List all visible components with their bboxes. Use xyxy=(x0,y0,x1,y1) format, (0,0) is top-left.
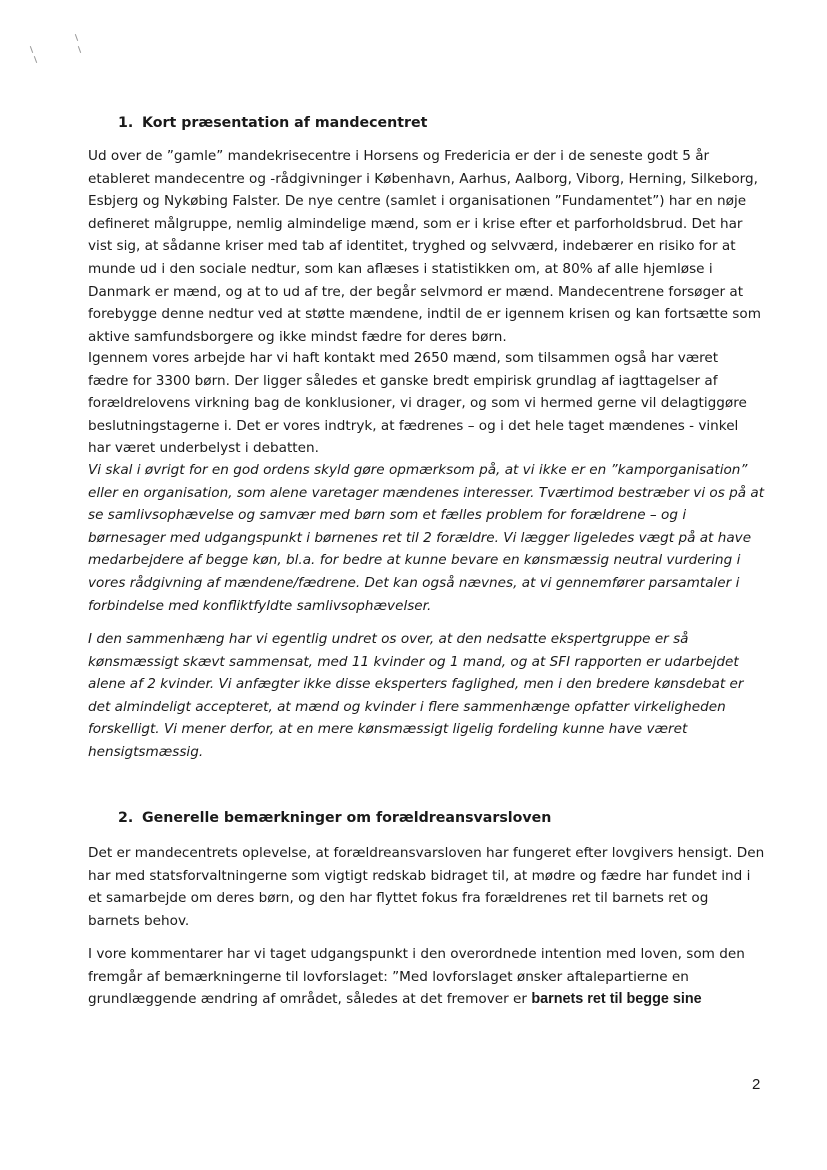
text-line: Igennem vores arbejde har vi haft kontakt med 2650 mænd, som tilsammen også har været xyxy=(88,350,719,366)
section-2-heading xyxy=(118,808,551,828)
text-line: Det er mandecentrets oplevelse, at forældreansvarsloven har fungeret efter lovgivers hensigt. Den xyxy=(88,845,765,861)
text-line: et samarbejde om deres børn, og den har flyttet fokus fra forældrenes ret til barnets ret og xyxy=(88,890,709,907)
text-line: forældrelovens virkning bag de konklusioner, vi drager, og som vi hermed gerne vil delagtiggøre xyxy=(88,395,747,412)
section-1-paragraph-2 xyxy=(88,347,788,460)
text-line: eller en organisation, som alene varetager mændenes interesser. Tværtimod bestræber vi os på at xyxy=(88,484,765,501)
section-2-paragraph-2 xyxy=(88,943,788,1011)
section-1-paragraph-4 xyxy=(88,628,788,764)
text-line: kønsmæssigt skævt sammensat, med 11 kvinder og 1 mand, og at SFI rapporten er udarbejdet xyxy=(88,653,739,670)
scan-artifact xyxy=(78,46,81,53)
text-line: forskelligt. Vi mener derfor, at en mere kønsmæssigt ligelig fordeling kunne have været xyxy=(88,721,688,738)
text-line: defineret målgruppe, nemlig almindelige mænd, som er i krise efter et parforholdsbrud. Det har xyxy=(88,215,743,232)
text-line: Vi skal i øvrigt for en god ordens skyld gøre opmærksom på, at vi ikke er en ”kamporganisation” xyxy=(88,462,748,478)
text-line: vist sig, at sådanne kriser med tab af identitet, tryghed og selvværd, indebærer en risiko for at xyxy=(88,238,736,255)
scan-artifact xyxy=(30,46,33,53)
page-number: 2 xyxy=(752,1076,761,1093)
text-line: se samlivsophævelse og samvær med børn som et fælles problem for forældrene – og i xyxy=(88,507,687,524)
section-1-heading xyxy=(118,113,427,133)
scan-artifact xyxy=(34,56,37,63)
text-line: alene af 2 kvinder. Vi anfægter ikke disse eksperters faglighed, men i den bredere kønsdebat er xyxy=(88,676,744,693)
section-2-paragraph-1 xyxy=(88,842,788,932)
emphasis-text: barnets ret til begge sine xyxy=(531,991,702,1008)
text-line: I den sammenhæng har vi egentlig undret os over, at den nedsatte ekspertgruppe er så xyxy=(88,631,689,647)
text-line: Danmark er mænd, og at to ud af tre, der begår selvmord er mænd. Mandecentrene forsøger at xyxy=(88,283,744,300)
text-line: Ud over de ”gamle” mandekrisecentre i Horsens og Fredericia er der i de seneste godt 5 år xyxy=(88,148,710,164)
text-line: beslutningstagerne i. Det er vores indtryk, at fædrenes – og i det hele taget mændenes - vinkel xyxy=(88,417,739,434)
text-line: forbindelse med konfliktfyldte samlivsophævelser. xyxy=(88,597,432,614)
text-line: det almindeligt accepteret, at mænd og kvinder i flere sammenhænge opfatter virkeligheden xyxy=(88,698,726,715)
text-line: medarbejdere af begge køn, bl.a. for bedre at kunne bevare en kønsmæssig neutral vurdering i xyxy=(88,552,741,569)
text-line: vores rådgivning af mændene/fædrene. Det kan også nævnes, at vi gennemfører parsamtaler i xyxy=(88,574,740,591)
section-1-number: 1. xyxy=(118,115,134,131)
text-line: fremgår af bemærkningerne til lovforslaget: ”Med lovforslaget ønsker aftalepartierne en xyxy=(88,968,689,985)
text-line: børnesager med udgangspunkt i børnenes ret til 2 forældre. Vi lægger ligeledes vægt på at have xyxy=(88,529,752,546)
text-line: har været underbelyst i debatten. xyxy=(88,440,319,457)
section-1-paragraph-3 xyxy=(88,459,788,617)
text-line: aktive samfundsborgere og ikke mindst fædre for deres børn. xyxy=(88,328,507,345)
section-2-number: 2. xyxy=(118,810,134,826)
text-line: munde ud i den sociale nedtur, som kan aflæses i statistikken om, at 80% af alle hjemløse i xyxy=(88,260,713,277)
text-line: I vore kommentarer har vi taget udgangspunkt i den overordnede intention med loven, som den xyxy=(88,946,745,962)
section-2-title: Generelle bemærkninger om forældreansvarsloven xyxy=(142,810,552,826)
text-line: fædre for 3300 børn. Der ligger således et ganske bredt empirisk grundlag af iagttagelser af xyxy=(88,372,718,389)
text-line: Esbjerg og Nykøbing Falster. De nye centre (samlet i organisationen ”Fundamentet”) har en nøje xyxy=(88,193,747,210)
scan-artifact xyxy=(75,34,78,41)
text-segment: grundlæggende ændring af området, således at det fremover er xyxy=(88,991,532,1008)
text-line: barnets behov. xyxy=(88,912,190,929)
text-line: hensigtsmæssig. xyxy=(88,743,204,760)
text-line: har med statsforvaltningerne som vigtigt redskab bidraget til, at mødre og fædre har fundet ind i xyxy=(88,867,751,884)
text-line-with-emphasis xyxy=(88,988,788,1011)
text-line: forebygge denne nedtur ved at støtte mændene, indtil de er igennem krisen og kan fortsætte som xyxy=(88,306,761,323)
text-line: etableret mandecentre og -rådgivninger i København, Aarhus, Aalborg, Viborg, Herning, Silkeborg, xyxy=(88,170,758,187)
section-1-paragraph-1 xyxy=(88,145,788,348)
section-1-title: Kort præsentation af mandecentret xyxy=(142,115,428,131)
